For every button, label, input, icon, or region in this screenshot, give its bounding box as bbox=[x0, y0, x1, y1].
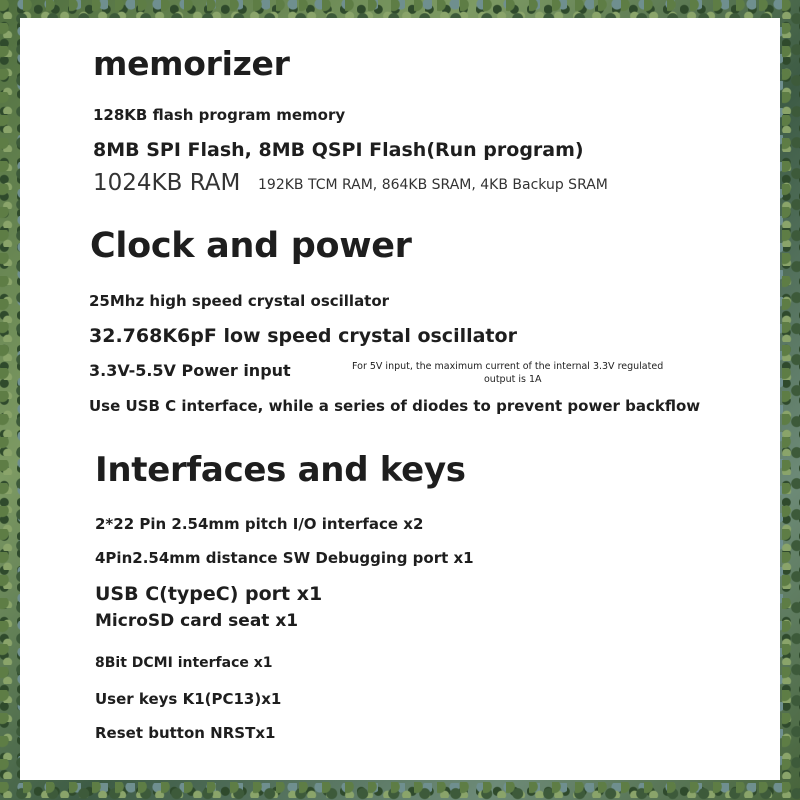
microsd-seat: MicroSD card seat x1 bbox=[95, 611, 299, 631]
usb-c-power-note: Use USB C interface, while a series of diodes to prevent power backflow bbox=[89, 397, 701, 415]
regulator-note-line2: output is 1A bbox=[484, 374, 542, 385]
spi-flash-spec: 8MB SPI Flash, 8MB QSPI Flash(Run program) bbox=[93, 139, 584, 161]
lse-oscillator: 32.768K6pF low speed crystal oscillator bbox=[89, 325, 517, 347]
user-key: User keys K1(PC13)x1 bbox=[95, 690, 282, 708]
sw-debug-port: 4Pin2.54mm distance SW Debugging port x1 bbox=[95, 549, 474, 567]
ram-total: 1024KB RAM bbox=[93, 170, 241, 196]
reset-button: Reset button NRSTx1 bbox=[95, 724, 276, 742]
io-interface: 2*22 Pin 2.54mm pitch I/O interface x2 bbox=[95, 515, 424, 533]
regulator-note-line1: For 5V input, the maximum current of the internal 3.3V regulated bbox=[352, 361, 664, 372]
interfaces-section-title: Interfaces and keys bbox=[95, 450, 466, 490]
dcmi-interface: 8Bit DCMI interface x1 bbox=[95, 655, 273, 671]
flash-program-memory: 128KB flash program memory bbox=[93, 106, 346, 124]
hse-oscillator: 25Mhz high speed crystal oscillator bbox=[89, 292, 390, 310]
usb-c-port: USB C(typeC) port x1 bbox=[95, 583, 323, 605]
memory-section-title: memorizer bbox=[93, 44, 290, 83]
clock-power-section-title: Clock and power bbox=[90, 226, 412, 266]
power-input: 3.3V-5.5V Power input bbox=[89, 361, 291, 380]
ram-breakdown: 192KB TCM RAM, 864KB SRAM, 4KB Backup SRAM bbox=[258, 177, 608, 193]
